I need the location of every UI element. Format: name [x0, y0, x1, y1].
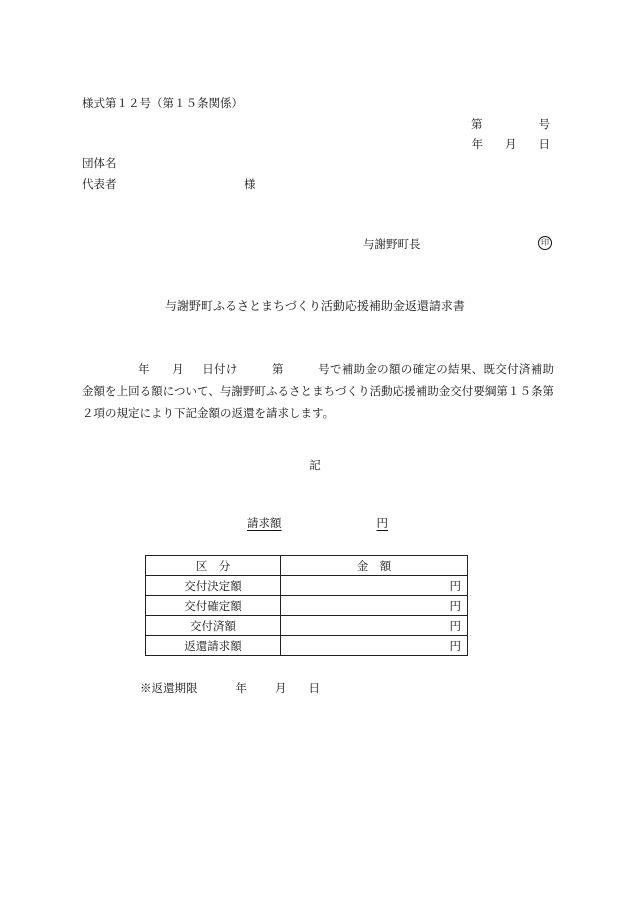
document-date [472, 139, 551, 151]
request-amount [247, 518, 388, 530]
row-value: 円 [281, 636, 468, 656]
row-label: 交付確定額 [146, 596, 281, 616]
date-month: 月 [505, 137, 517, 151]
document-title: 与謝野町ふるさとまちづくり活動応援補助金返還請求書 [165, 299, 465, 313]
organization-label: 団体名 [82, 156, 117, 170]
row-label: 返還請求額 [146, 636, 281, 656]
row-label: 交付済額 [146, 616, 281, 636]
body-text: 号で補助金の額の確定の結果、既交付済補助金額を上回る額について、与謝野町ふるさとまちづくり活動応援補助金交付要綱第１５条第２項の規定により下記金額の返還を請求します。 [82, 362, 555, 420]
body-dated: 日付け [201, 362, 238, 376]
form-number: 様式第１２号（第１５条関係） [82, 96, 243, 110]
representative-label: 代表者 [82, 177, 117, 191]
deadline-label: ※返還期限 [140, 681, 198, 695]
issuer-name: 与謝野町長 [363, 237, 421, 251]
header-category: 区 分 [146, 556, 281, 576]
body-month: 月 [171, 362, 184, 376]
request-amount-unit: 円 [376, 516, 388, 530]
row-label: 交付決定額 [146, 576, 281, 596]
representative-line [82, 177, 256, 191]
table-row [146, 616, 468, 636]
date-day: 日 [538, 137, 550, 151]
body-paragraph [82, 358, 554, 424]
date-year: 年 [471, 137, 483, 151]
seal-mark-icon: 印 [538, 236, 552, 250]
table-row [146, 596, 468, 616]
ki-heading: 記 [309, 458, 321, 472]
deadline-month: 月 [275, 681, 287, 695]
body-dai: 第 [271, 362, 284, 376]
document-number [471, 119, 550, 131]
row-value: 円 [281, 576, 468, 596]
amount-table [145, 555, 468, 656]
row-value: 円 [281, 596, 468, 616]
row-value: 円 [281, 616, 468, 636]
table-row [146, 576, 468, 596]
body-year: 年 [138, 362, 150, 376]
header-amount: 金 額 [281, 556, 468, 576]
doc-no-suffix: 号 [538, 117, 550, 131]
request-amount-label: 請求額 [247, 516, 282, 530]
doc-no-prefix: 第 [471, 117, 483, 131]
deadline-year: 年 [235, 681, 247, 695]
table-header-row [146, 556, 468, 576]
return-deadline [140, 683, 320, 695]
table-row [146, 636, 468, 656]
representative-honorific: 様 [244, 177, 256, 191]
deadline-day: 日 [308, 681, 320, 695]
